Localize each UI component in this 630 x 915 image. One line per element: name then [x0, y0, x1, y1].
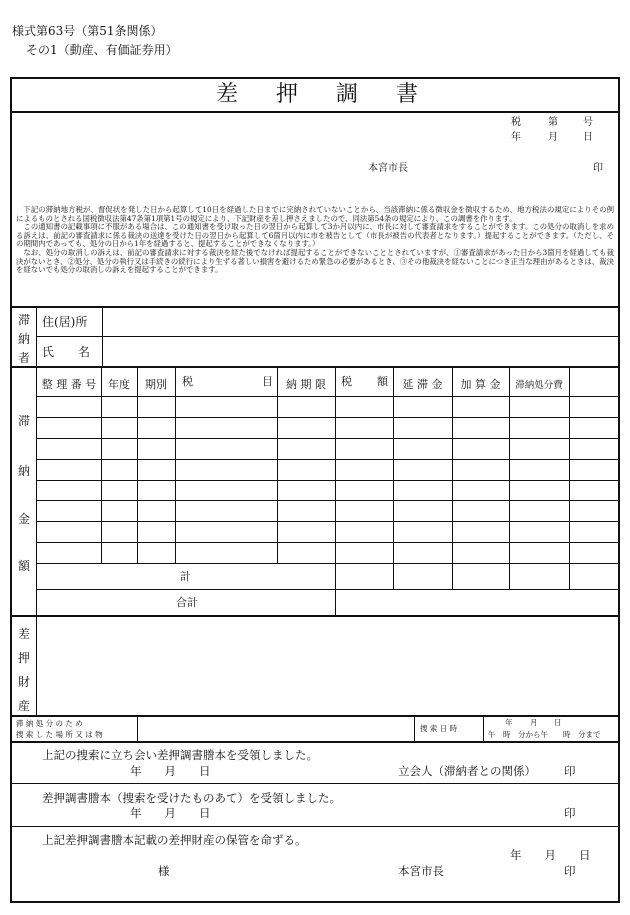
- receipt-statement: 差押調書謄本（捜索を受けたものあて）を受領しました。: [42, 791, 341, 805]
- col-fiscal-year: 年度: [108, 378, 130, 391]
- witness-statement: 上記の捜索に立ち会い差押調書謄本を受領しました。: [42, 748, 318, 762]
- amount-label-2: 納: [17, 464, 30, 478]
- year-label: 年: [511, 132, 521, 143]
- col-tax-amount-1: 税: [341, 375, 352, 388]
- dai-label: 第: [548, 117, 558, 128]
- tax-label: 税: [511, 117, 521, 128]
- legal-notice: [16, 206, 614, 275]
- witness-date: 年 月 日: [130, 764, 211, 778]
- col-tax-amount-2: 額: [377, 375, 388, 388]
- name-label: 氏 名: [42, 345, 91, 359]
- search-place-label-2: 捜 索 し た 場 所 又 は 物: [16, 730, 103, 739]
- col-reference-number: 整 理 番 号: [41, 378, 97, 391]
- seized-label-1: 差: [17, 627, 30, 641]
- day-label: 日: [583, 132, 593, 143]
- taxpayer-label-3: 者: [17, 351, 30, 365]
- col-tax-item-1: 税: [182, 375, 193, 388]
- month-label: 月: [548, 132, 558, 143]
- col-late-fee: 延 滞 金: [402, 378, 443, 391]
- receipt-seal: 印: [564, 806, 576, 820]
- col-period: 期別: [145, 378, 167, 391]
- issuer-seal: 印: [593, 163, 603, 174]
- col-penalty: 加 算 金: [460, 378, 501, 391]
- form-number: 様式第63号（第51条関係）: [12, 24, 163, 38]
- col-due-date: 納 期 限: [286, 378, 326, 391]
- seized-label-3: 財: [17, 675, 30, 689]
- notice-paragraph-2: この通知書の記載事項に不服がある場合は、この通知書を受け取った日の翌日から起算して3か月以内に、市長に対して審査請求をすることができます。この処分の取消しを求める訴えは、前記の審査請求に係る裁決の送達を受けた日の翌日から起算して6箇月以内に市を被告として（市長が被告の代表者となります。）提起することができます。（ただし、その期間内であっても、処分の日から1年を経過すると、提起することができなくなります。）: [16, 222, 614, 249]
- search-year: 年: [505, 718, 513, 727]
- receipt-date: 年 月 日: [130, 806, 211, 820]
- go-label: 号: [583, 117, 593, 128]
- notice-paragraph-3: なお、処分の取消しの訴えは、前記の審査請求に対する裁決を経た後でなければ提起することができないこととされていますが、①審査請求があった日から3箇月を経過しても裁決がないとき、②処分、処分の執行又は手続きの続行により生ずる著しい損害を避けるため緊急の必要があるとき、③その他裁決を経ないことにつき正当な理由があるときは、裁決を経ないでも処分の取消しの訴えを提起することができます。: [16, 247, 614, 275]
- custody-seal: 印: [564, 864, 576, 878]
- seized-label-4: 産: [17, 699, 30, 713]
- search-day: 日: [554, 718, 562, 727]
- notice-paragraph-1: 下記の滞納地方税が、督促状を発した日から起算して10日を経過した日までに完納されていないことから、当該滞納に係る徴収金を徴収するため、地方税法の規定によりその例によるものとされる国税徴収法第47条第1項第1号の規定により、下記財産を差し押さえましたので、同法第54条の規定により、この調書を作ります。: [16, 205, 614, 223]
- total-label: 合計: [176, 596, 198, 609]
- issuer-name: 本宮市長: [368, 163, 408, 174]
- amount-label-3: 金: [17, 512, 30, 526]
- col-tax-item-2: 目: [262, 375, 273, 388]
- custody-recipient-sama: 様: [158, 864, 170, 878]
- title-char-3: 調: [336, 82, 359, 107]
- subtotal-label: 計: [180, 570, 191, 583]
- title-char-4: 書: [396, 82, 419, 107]
- address-label: 住(居)所: [42, 315, 88, 329]
- search-month: 月: [530, 718, 538, 727]
- seized-label-2: 押: [17, 651, 30, 665]
- title-char-1: 差: [216, 82, 239, 107]
- custody-issuer: 本宮市長: [398, 864, 444, 878]
- taxpayer-label-1: 滞: [17, 313, 30, 327]
- search-place-label-1: 滞 納 処 分 の た め: [16, 719, 83, 728]
- title-char-2: 押: [276, 82, 299, 107]
- witness-role: 立会人（滞納者との関係）: [398, 764, 536, 778]
- taxpayer-label-2: 納: [17, 332, 30, 346]
- col-disposition-fee: 滞納処分費: [515, 380, 563, 391]
- amount-label-4: 額: [17, 559, 30, 573]
- search-datetime-label: 捜 索 日 時: [420, 724, 458, 733]
- amount-label-1: 滞: [17, 414, 30, 428]
- custody-statement: 上記差押調書謄本記載の差押財産の保管を命ずる。: [42, 833, 307, 847]
- witness-seal: 印: [564, 764, 576, 778]
- search-time-range: 午 時 分から午 時 分まで: [488, 730, 601, 739]
- form-subtitle: その1（動産、有価証券用）: [26, 43, 178, 57]
- custody-date: 年 月 日: [510, 848, 591, 862]
